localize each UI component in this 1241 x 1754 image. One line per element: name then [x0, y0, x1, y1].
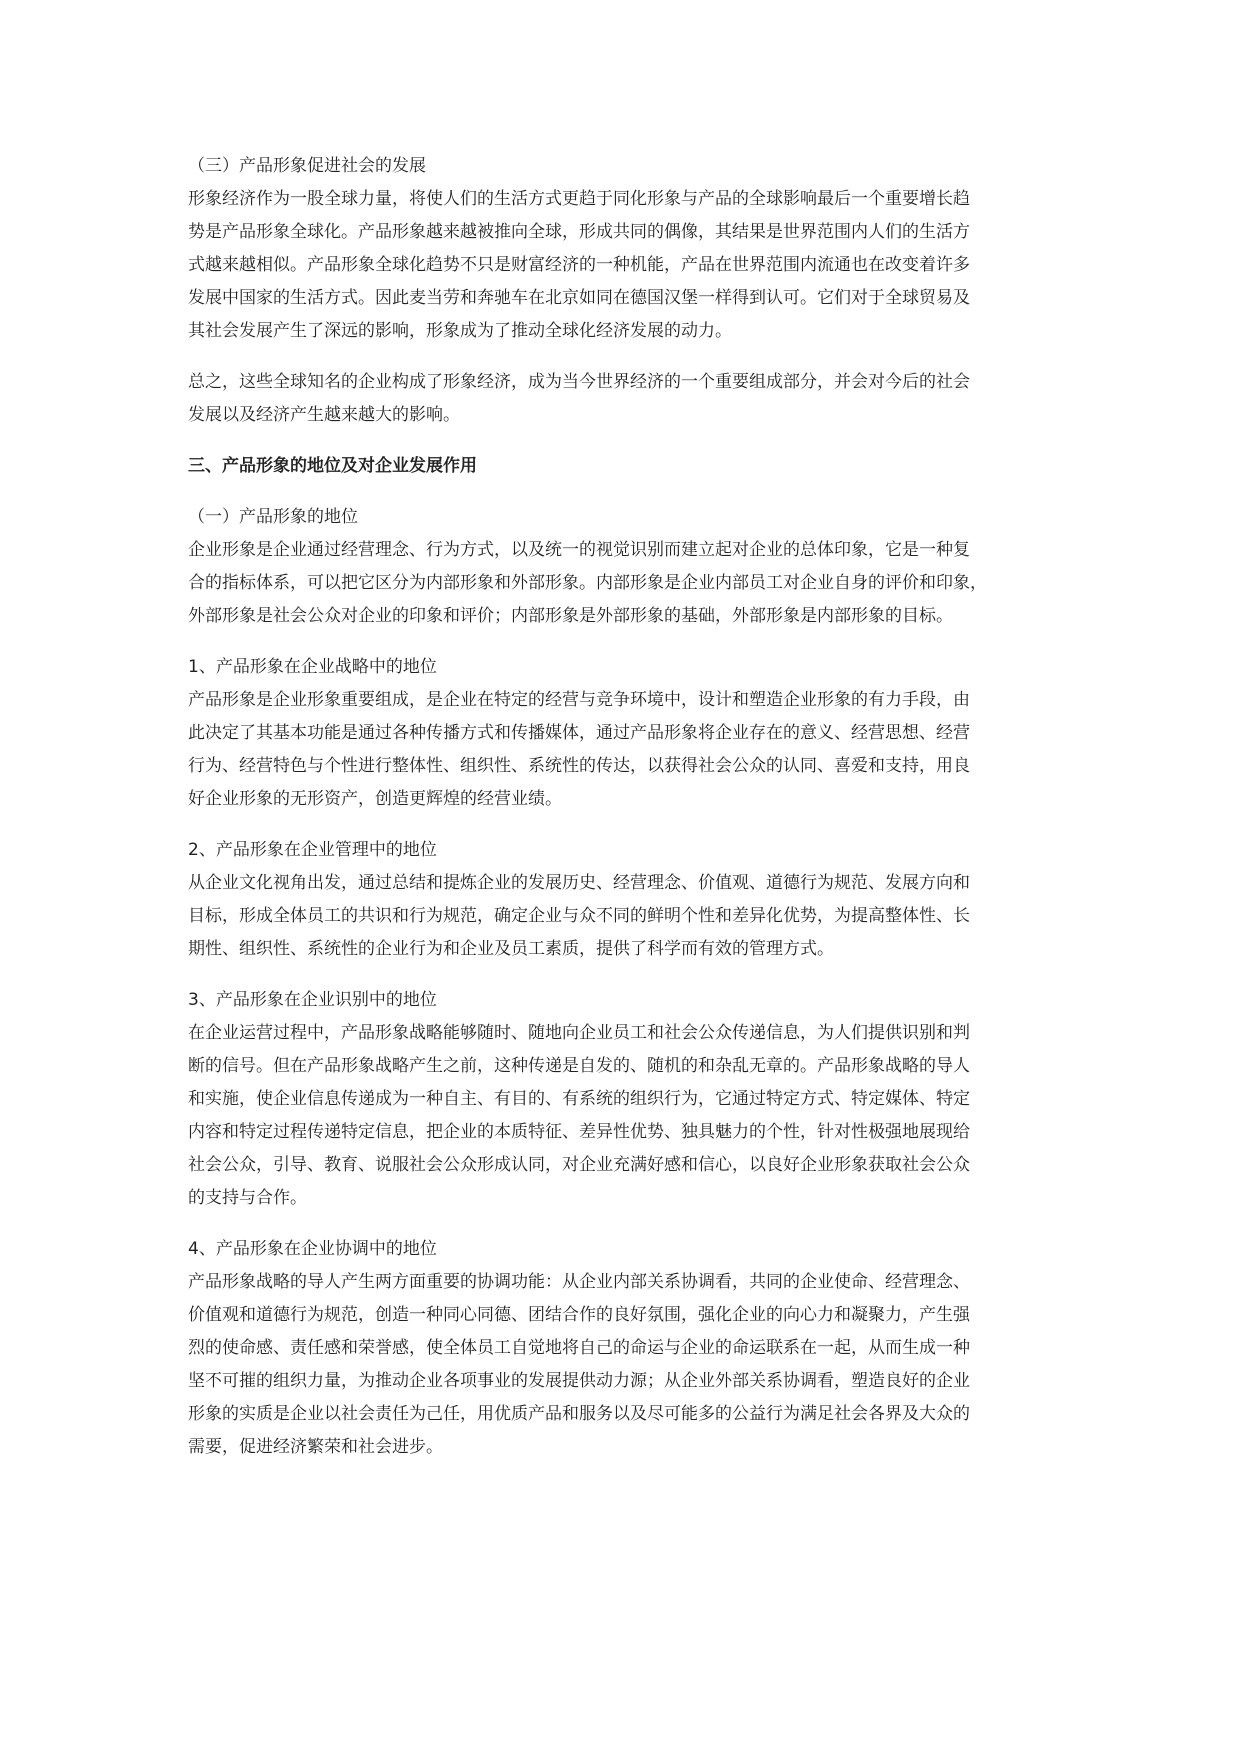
section-coordination	[188, 1233, 1068, 1464]
item-title: 1、产品形象在企业战略中的地位	[188, 657, 437, 677]
paragraph-line: 形象的实质是企业以社会责任为己任，用优质产品和服务以及尽可能多的公益行为满足社会各界及大众的	[188, 1404, 970, 1424]
spacer	[188, 816, 1068, 834]
paragraph-line: 的支持与合作。	[188, 1188, 307, 1208]
paragraph-line: 此决定了其基本功能是通过各种传播方式和传播媒体，通过产品形象将企业存在的意义、经营思想、经营	[188, 723, 970, 743]
paragraph-line: 断的信号。但在产品形象战略产生之前，这种传递是自发的、随机的和杂乱无章的。产品形象战略的导人	[188, 1056, 970, 1076]
paragraph-line: 在企业运营过程中，产品形象战略能够随时、随地向企业员工和社会公众传递信息，为人们提供识别和判	[188, 1023, 970, 1043]
paragraph-line: 形象经济作为一股全球力量，将使人们的生活方式更趋于同化形象与产品的全球影响最后一个重要增长趋	[188, 189, 970, 209]
paragraph-line: 合的指标体系，可以把它区分为内部形象和外部形象。内部形象是企业内部员工对企业自身的评价和印象，	[188, 573, 987, 593]
paragraph-line: 需要，促进经济繁荣和社会进步。	[188, 1437, 443, 1457]
section-heading: 三、产品形象的地位及对企业发展作用	[188, 456, 477, 476]
section-summary	[188, 366, 1068, 432]
paragraph-line: 行为、经营特色与个性进行整体性、组织性、系统性的传达，以获得社会公众的认同、喜爱和支持，用良	[188, 756, 970, 776]
paragraph-line: 和实施，使企业信息传递成为一种自主、有目的、有系统的组织行为，它通过特定方式、特定媒体、特定	[188, 1089, 970, 1109]
spacer	[188, 966, 1068, 984]
paragraph-line: 势是产品形象全球化。产品形象越来越被推向全球，形成共同的偶像，其结果是世界范围内人们的生活方	[188, 222, 970, 242]
section-identification	[188, 984, 1068, 1215]
paragraph-line: 企业形象是企业通过经营理念、行为方式，以及统一的视觉识别而建立起对企业的总体印象，它是一种复	[188, 540, 970, 560]
paragraph-line: 价值观和道德行为规范，创造一种同心同德、团结合作的良好氛围，强化企业的向心力和凝聚力，产生强	[188, 1305, 970, 1325]
paragraph-line: 烈的使命感、责任感和荣誉感，使全体员工自觉地将自己的命运与企业的命运联系在一起，从而生成一种	[188, 1338, 970, 1358]
paragraph-line: 发展中国家的生活方式。因此麦当劳和奔驰车在北京如同在德国汉堡一样得到认可。它们对于全球贸易及	[188, 288, 970, 308]
spacer	[188, 432, 1068, 450]
paragraph-line: 坚不可摧的组织力量，为推动企业各项事业的发展提供动力源；从企业外部关系协调看，塑造良好的企业	[188, 1371, 970, 1391]
section-strategy	[188, 651, 1068, 816]
paragraph-line: 总之，这些全球知名的企业构成了形象经济，成为当今世界经济的一个重要组成部分，并会对今后的社会	[188, 372, 970, 392]
item-title: 3、产品形象在企业识别中的地位	[188, 990, 437, 1010]
section-management	[188, 834, 1068, 966]
paragraph-line: 目标，形成全体员工的共识和行为规范，确定企业与众不同的鲜明个性和差异化优势，为提高整体性、长	[188, 906, 970, 926]
paragraph-line: 社会公众，引导、教育、说服社会公众形成认同，对企业充满好感和信心，以良好企业形象获取社会公众	[188, 1155, 970, 1175]
spacer	[188, 633, 1068, 651]
paragraph-line: 式越来越相似。产品形象全球化趋势不只是财富经济的一种机能，产品在世界范围内流通也在改变着许多	[188, 255, 970, 275]
section-product-image-status	[188, 501, 1068, 633]
item-title: 2、产品形象在企业管理中的地位	[188, 840, 437, 860]
paragraph-line: 发展以及经济产生越来越大的影响。	[188, 405, 460, 425]
paragraph-line: 产品形象战略的导人产生两方面重要的协调功能：从企业内部关系协调看，共同的企业使命、经营理念、	[188, 1272, 970, 1292]
subsection-title: （三）产品形象促进社会的发展	[188, 156, 426, 176]
paragraph-line: 期性、组织性、系统性的企业行为和企业及员工素质，提供了科学而有效的管理方式。	[188, 939, 834, 959]
paragraph-line: 从企业文化视角出发，通过总结和提炼企业的发展历史、经营理念、价值观、道德行为规范、发展方向和	[188, 873, 970, 893]
paragraph-line: 产品形象是企业形象重要组成，是企业在特定的经营与竞争环境中，设计和塑造企业形象的有力手段，由	[188, 690, 970, 710]
paragraph-line: 外部形象是社会公众对企业的印象和评价；内部形象是外部形象的基础，外部形象是内部形象的目标。	[188, 606, 953, 626]
document-page	[188, 150, 1068, 1464]
paragraph-line: 其社会发展产生了深远的影响，形象成为了推动全球化经济发展的动力。	[188, 321, 732, 341]
spacer	[188, 348, 1068, 366]
spacer	[188, 1215, 1068, 1233]
paragraph-line: 内容和特定过程传递特定信息，把企业的本质特征、差异性优势、独具魅力的个性，针对性极强地展现给	[188, 1122, 970, 1142]
subsection-title: （一）产品形象的地位	[188, 507, 358, 527]
section-social-development	[188, 150, 1068, 348]
spacer	[188, 483, 1068, 501]
paragraph-line: 好企业形象的无形资产，创造更辉煌的经营业绩。	[188, 789, 562, 809]
item-title: 4、产品形象在企业协调中的地位	[188, 1239, 437, 1259]
